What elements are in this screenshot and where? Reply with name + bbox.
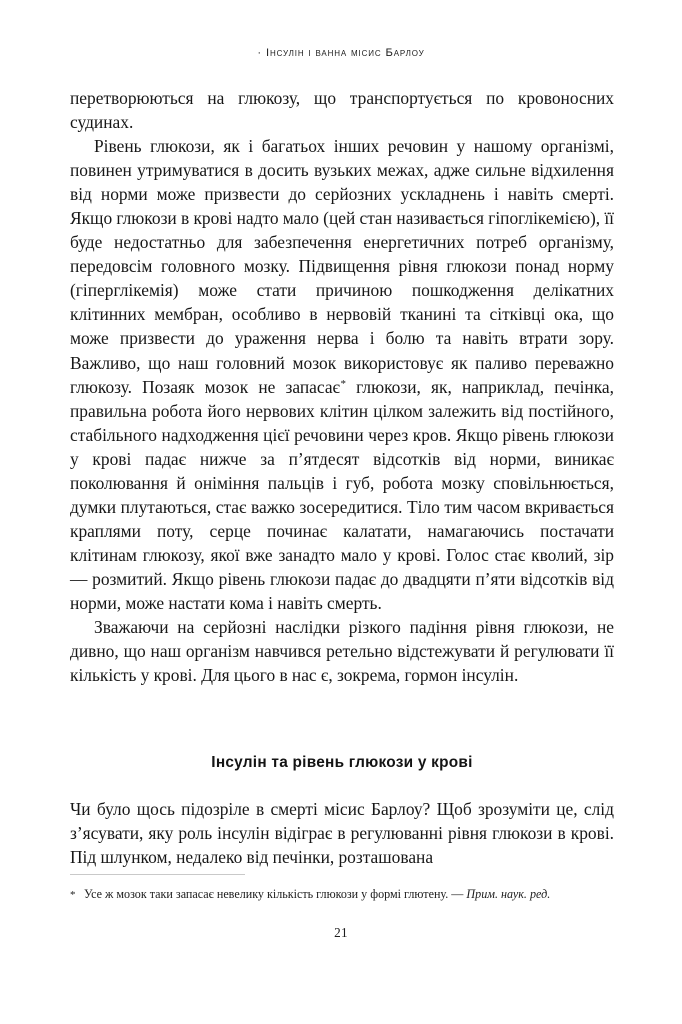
running-head: · Інсулін і ванна місис Барлоу xyxy=(257,47,425,59)
footnote-area xyxy=(70,874,614,902)
footnote-text: Усе ж мозок таки запасає невелику кількість глюкози у формі глютену. — xyxy=(84,887,467,901)
footnote-reference-marker[interactable]: * xyxy=(340,377,347,390)
paragraph-continuation: перетворюються на глюкозу, що транспортується по кровоносних судинах. xyxy=(70,88,614,133)
post-subheading-text-column xyxy=(70,797,614,869)
footnote xyxy=(70,886,614,902)
main-text-column xyxy=(70,86,614,687)
footnote-credit: Прим. наук. ред. xyxy=(466,887,551,901)
footnote-separator-rule xyxy=(70,874,245,875)
paragraph-text-before-footnote: Рівень глюкози, як і багатьох інших речовин у нашому організмі, повинен утримуватися в досить вузьких межах, адже сильне відхилення від норми може призвести до серйозних ускладнень і навіть смерті. Якщо глюкози в крові надто мало (цей стан називається гіпоглікемією), її буде недостатньо для забезпечення енергетичних потреб організму, передовсім головного мозку. Підвищення рівня глюкози понад норму (гіперглікемія) може стати причиною пошкодження делікатних клітинних мембран, особливо в нервовій тканині та сітківці ока, що може призвести до ураження нерва і болю та навіть втрати зору. Важливо, що наш головний мозок використовує як паливо переважно глюкозу. Позаяк мозок не запасає xyxy=(70,136,614,397)
paragraph-text-after-footnote: глюкози, як, наприклад, печінка, правильна робота його нервових клітин цілком залежить від постійного, стабільного надходження цієї речовини через кров. Якщо рівень глюкози у крові падає нижче за п’ятдесят відсотків від норми, виникає поколювання й оніміння пальців і губ, робота мозку сповільнюється, думки плутаються, стає важко зосередитися. Тіло тим часом вкривається краплями поту, серце починає калатати, намагаючись постачати клітинам глюкозу, якої вже занадто мало у крові. Голос стає кволий, зір — розмитий. Якщо рівень глюкози падає до двадцяти п’яти відсотків від норми, може настати кома і навіть смерть. xyxy=(70,376,614,613)
paragraph-regulation: Зважаючи на серйозні наслідки різкого падіння рівня глюкози, не дивно, що наш організм навчився ретельно відстежувати й регулювати її кількість у крові. Для цього в нас є, зокрема, гормон інсулін. xyxy=(70,617,614,686)
paragraph-insulin-intro: Чи було щось підозріле в смерті місис Барлоу? Щоб зрозуміти це, слід з’ясувати, яку роль інсулін відіграє в регулюванні рівня глюкози в крові. Під шлунком, недалеко від печінки, розташована xyxy=(70,799,614,868)
footnote-marker: * xyxy=(70,888,76,901)
page-number: 21 xyxy=(334,925,348,940)
paragraph-glucose-levels xyxy=(70,134,614,615)
section-subheading: Інсулін та рівень глюкози у крові xyxy=(211,754,473,771)
